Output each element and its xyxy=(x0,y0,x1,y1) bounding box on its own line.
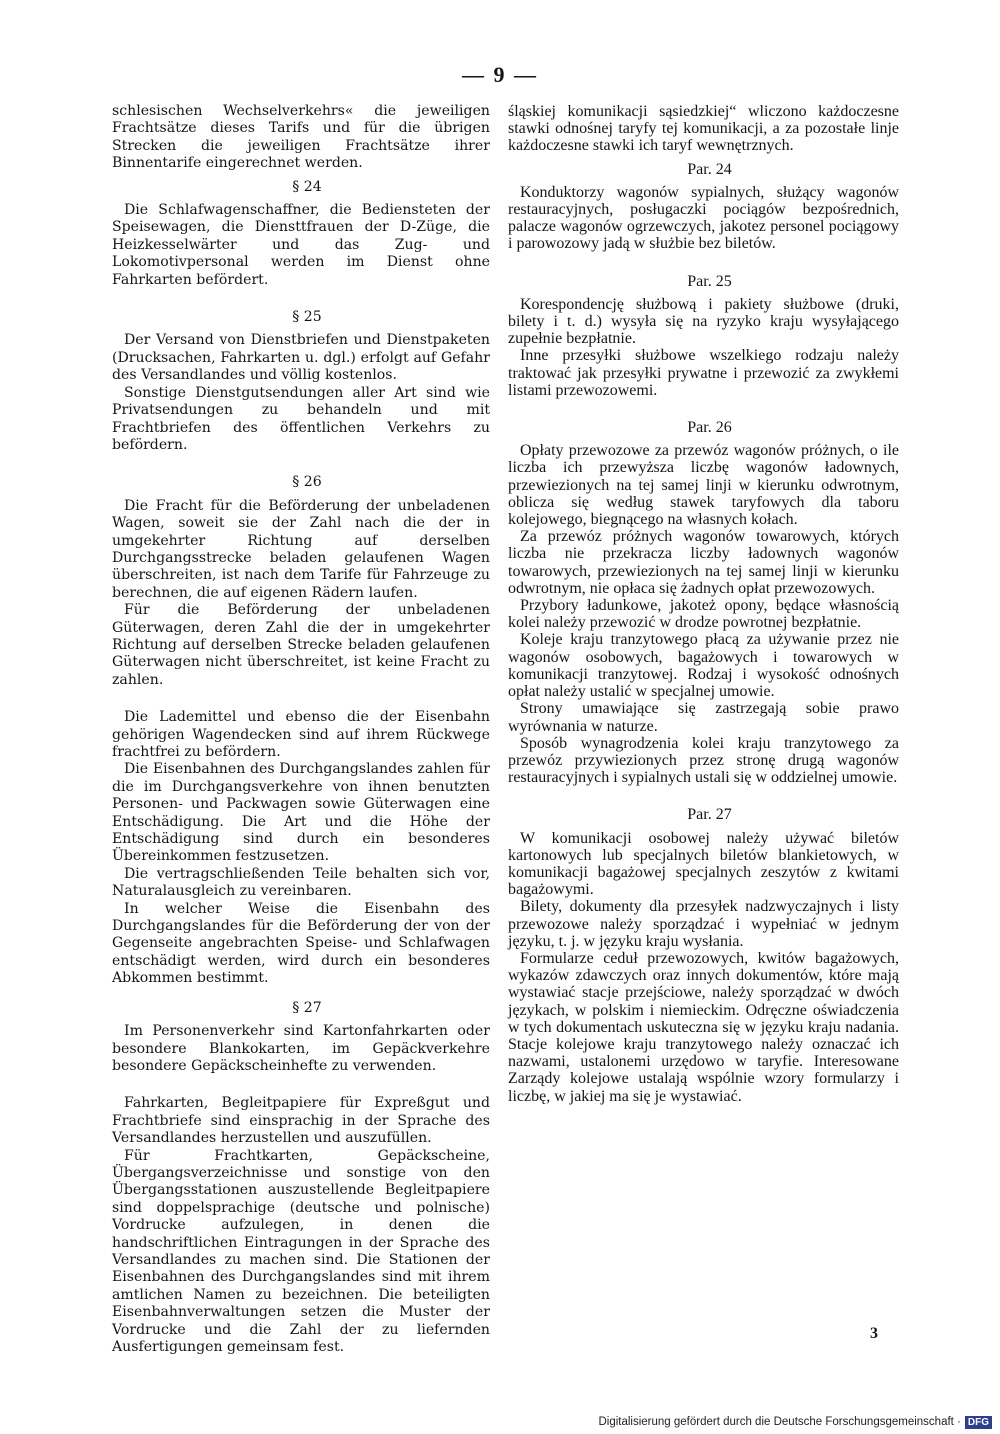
paragraph: Der Versand von Dienstbriefen und Dienstpaketen (Drucksachen, Fahrkarten u. dgl.) erfolgt auf Gefahr des Versandlandes und völlig kostenlos. xyxy=(112,332,490,384)
section-heading-24: Par. 24 xyxy=(687,160,732,178)
paragraph: Sonstige Dienstgutsendungen aller Art sind wie Privatsendungen zu behandeln und mit Frachtbriefen des öffentlichen Verkehrs zu befördern. xyxy=(112,384,490,453)
section-heading-26: Par. 26 xyxy=(687,419,732,437)
paragraph: Die Fracht für die Beförderung der unbeladenen Wagen, soweit sie der Zahl nach die der in umgekehrter Richtung auf derselben Durchgangsstrecke beladen gelaufenen Wagen überschreiten, ist nach dem Tarife für Fahrzeuge zu berechnen, die auf eigenen Rädern laufen. xyxy=(112,497,490,601)
page-header: — 9 — xyxy=(462,62,538,87)
page-number: 3 xyxy=(870,1325,878,1342)
paragraph: Die Lademittel und ebenso die der Eisenbahn gehörigen Wagendecken sind auf ihrem Rückwege frachtfrei zu befördern. xyxy=(112,709,490,760)
paragraph: In welcher Weise die Eisenbahn des Durchgangslandes für die Beförderung der von der Gegenseite angebrachten Speise- und Schlafwagen entschädigt werden, wird durch ein besonderes Abkommen bestimmt. xyxy=(112,900,490,987)
section-heading-24: § 24 xyxy=(292,178,322,195)
footer-text: Digitalisierung gefördert durch die Deutsche Forschungsgemeinschaft · xyxy=(598,1416,961,1428)
paragraph: Die vertragschließenden Teile behalten sich vor, Naturalausgleich zu vereinbaren. xyxy=(112,865,490,900)
paragraph: Formularze ceduł przewozowych, kwitów bagażowych, wykazów zdawczych oraz innych dokumentów, które mają wystawiać stacje przejściowe, należy sporządzać w dwóch językach, w polskim i niemieckim. Odręczne oświadczenia w tych dokumentach uskuteczna się w języku kraju nadania. Stacje kolejowe kraju tranzytowego należy oznaczać ich nazwami, ustalonemi urzędowo w taryfie. Interesowane Zarządy kolejowe ustalają wspólnie wzory formularzy i liczbę, w jakiej ma się je wystawiać. xyxy=(508,949,899,1105)
paragraph: Strony umawiające się zastrzegają sobie prawo wyrównania w naturze. xyxy=(508,700,899,735)
section-heading-27: Par. 27 xyxy=(687,806,732,824)
paragraph: W komunikacji osobowej należy używać biletów kartonowych lub specjalnych biletów blankietowych, w komunikacji bagażowej specjalnych zeszytów z kwitami bagażowymi. xyxy=(508,829,899,899)
section-heading-26: § 26 xyxy=(292,474,322,491)
polish-column xyxy=(508,103,899,1105)
paragraph: Für Frachtkarten, Gepäckscheine, Übergangsverzeichnisse und sonstige von den Übergangsstationen auszustellende Begleitpapiere sind doppelsprachige (deutsche und polnische) Vordrucke aufzulegen, in denen die handschriftlichen Eintragungen in der Sprache des Versandlandes zu machen sind. Die Stationen der Eisenbahnen des Durchgangslandes sind mit ihrem amtlichen Namen zu bezeichnen. Die beteiligten Eisenbahnverwaltungen setzen die Muster der Vordrucke und die Zahl der zu liefernden Ausfertigungen gemeinsam fest. xyxy=(112,1147,490,1355)
paragraph: Przybory ładunkowe, jakoteż opony, będące własnością kolei należy przewozić w drodze powrotnej bezpłatnie. xyxy=(508,597,899,632)
paragraph: śląskiej komunikacji sąsiedzkiej“ wliczono każdoczesne stawki odnośnej taryfy tej komunikacji, a za pozostałe linje każdoczesne stawki ich taryf wewnętrznych. xyxy=(508,103,899,155)
paragraph: Opłaty przewozowe za przewóz wagonów próżnych, o ile liczba ich przewyższa liczbę wagonów ładownych, przewiezionych na tej samej linji w kierunku odwrotnym, oblicza się według stawek taryfowych dla taboru kolejowego, biegnącego na własnych kołach. xyxy=(508,442,899,529)
paragraph: schlesischen Wechselverkehrs« die jeweiligen Frachtsätze dieses Tarifs und für die übrigen Strecken die jeweiligen Frachtsätze ihrer Binnentarife eingerechnet werden. xyxy=(112,103,490,172)
footer-credit xyxy=(598,1412,992,1432)
paragraph: Koleje kraju tranzytowego płacą za używanie przez nie wagonów osobowych, bagażowych i towarowych w komunikacji tranzytowej. Rodzaj i wysokość odnośnych opłat należy ustalić w specjalnej umowie. xyxy=(508,631,899,701)
paragraph: Za przewóz próżnych wagonów towarowych, których liczba nie przekracza liczby ładownych wagonów towarowych, przewiezionych na tej samej linji w kierunku odwrotnym, nie opłaca się żadnych opłat przewozowych. xyxy=(508,528,899,597)
section-heading-27: § 27 xyxy=(292,999,322,1016)
dfg-logo: DFG xyxy=(965,1416,992,1429)
paragraph: Bilety, dokumenty dla przesyłek nadzwyczajnych i listy przewozowe należy sporządzać i wypełniać w jednym języku, t. j. w języku kraju wysłania. xyxy=(508,898,899,950)
paragraph: Für die Beförderung der unbeladenen Güterwagen, deren Zahl die der in umgekehrter Richtung auf derselben Strecke beladen gelaufenen Güterwagen nicht überschreitet, ist keine Fracht zu zahlen. xyxy=(112,602,490,688)
paragraph: Inne przesyłki służbowe wszelkiego rodzaju należy traktować jak przesyłki prywatne i przewozić za zwykłemi listami przewozowemi. xyxy=(508,347,899,399)
german-column xyxy=(112,103,490,1356)
paragraph: Sposób wynagrodzenia kolei kraju tranzytowego za przewóz przywiezionych przez stronę drugą wagonów restauracyjnych i sypialnych ustali się w oddzielnej umowie. xyxy=(508,734,899,787)
paragraph: Korespondencję służbową i pakiety służbowe (druki, bilety i t. d.) wysyła się na ryzyko kraju wysyłającego zupełnie bezpłatnie. xyxy=(508,295,899,348)
section-heading-25: Par. 25 xyxy=(687,272,732,290)
paragraph: Im Personenverkehr sind Kartonfahrkarten oder besondere Blankokarten, im Gepäckverkehre besondere Gepäckscheinhefte zu verwenden. xyxy=(112,1023,490,1074)
paragraph: Die Schlafwagenschaffner, die Bediensteten der Speisewagen, die Diensttfrauen der D-Züge, die Heizkesselwärter und das Zug- und Lokomotivpersonal werden im Dienst ohne Fahrkarten befördert. xyxy=(112,202,490,288)
paragraph: Konduktorzy wagonów sypialnych, służący wagonów restauracyjnych, posługaczki pociągów bezpośrednich, palacze wagonów ogrzewczych, jakotez personel pociągowy i parowozowy jadą w służbie bez biletów. xyxy=(508,183,899,253)
paragraph: Fahrkarten, Begleitpapiere für Expreßgut und Frachtbriefe sind einsprachig in der Sprache des Versandlandes herzustellen und auszufüllen. xyxy=(112,1095,490,1147)
section-heading-25: § 25 xyxy=(292,309,322,326)
paragraph: Die Eisenbahnen des Durchgangslandes zahlen für die im Durchgangsverkehre von ihnen benutzten Personen- und Packwagen sowie Güterwagen eine Entschädigung. Die Art und die Höhe der Entschädigung sind durch ein besonderes Übereinkommen festzusetzen. xyxy=(112,761,490,865)
